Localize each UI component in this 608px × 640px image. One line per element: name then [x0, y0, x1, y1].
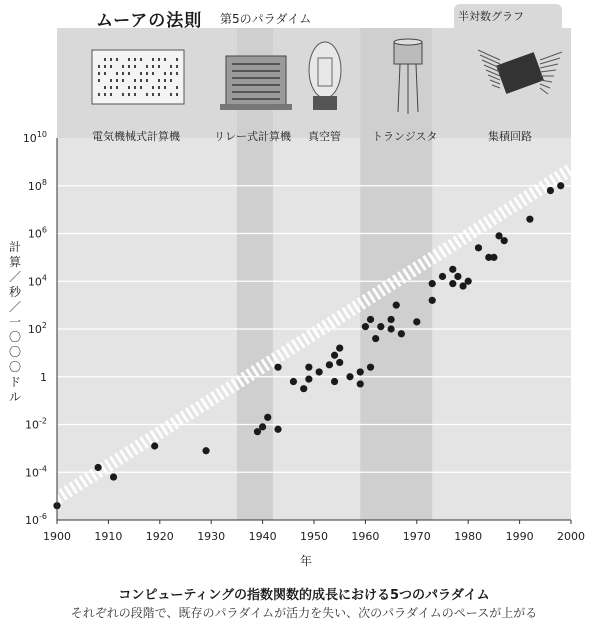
y-tick-label: $10^{-4}$: [25, 464, 47, 480]
data-point: [547, 187, 554, 194]
paradigm-label-vacuum-tube: 真空管: [308, 130, 341, 143]
vacuum-tube-icon: [309, 42, 341, 110]
data-point: [151, 442, 158, 449]
data-point: [501, 237, 508, 244]
data-point: [305, 376, 312, 383]
y-tick-label: $10^4$: [27, 273, 47, 289]
data-point: [290, 378, 297, 385]
chart-subtitle: 第5のパラダイム: [220, 12, 312, 26]
data-point: [475, 244, 482, 251]
relay-icon: [220, 56, 292, 110]
data-point: [398, 330, 405, 337]
y-tick-label: $10^{10}$: [22, 130, 47, 145]
chart-title: ムーアの法則: [96, 11, 203, 31]
y-tick-label: $10^{-2}$: [25, 416, 47, 432]
caption-title: コンピューティングの指数関数的成長における5つのパラダイム: [118, 588, 490, 603]
x-tick-label: 2000: [557, 530, 585, 543]
x-tick-label: 1930: [197, 530, 226, 543]
data-point: [202, 447, 209, 454]
data-point: [367, 364, 374, 371]
data-point: [300, 385, 307, 392]
data-point: [259, 423, 266, 430]
data-point: [305, 364, 312, 371]
data-point: [110, 473, 117, 480]
punch-card-icon: [92, 50, 184, 104]
y-tick-label: $10^2$: [27, 321, 47, 336]
x-tick-label: 1900: [43, 530, 71, 543]
data-point: [357, 380, 364, 387]
data-point: [264, 414, 271, 421]
data-point: [449, 266, 456, 273]
paradigm-label-electromechanical: 電気機械式計算機: [92, 130, 180, 143]
x-tick-label: 1980: [454, 530, 483, 543]
x-tick-label: 1960: [351, 530, 380, 543]
paradigm-band: [360, 28, 432, 520]
x-tick-label: 1920: [145, 530, 174, 543]
y-axis-label: 計算／秒／一〇〇〇ドル: [8, 240, 21, 404]
data-point: [377, 323, 384, 330]
data-point: [367, 316, 374, 323]
data-point: [557, 182, 564, 189]
x-tick-label: 1910: [94, 530, 123, 543]
data-point: [393, 302, 400, 309]
paradigm-label-relay: リレー式計算機: [214, 130, 291, 143]
data-point: [346, 373, 353, 380]
data-point: [429, 297, 436, 304]
data-point: [331, 352, 338, 359]
data-point: [326, 361, 333, 368]
scale-type-label: 半対数グラフ: [458, 10, 524, 23]
data-point: [454, 273, 461, 280]
x-tick-label: 1990: [505, 530, 534, 543]
y-tick-label: $10^6$: [27, 225, 47, 241]
data-point: [388, 325, 395, 332]
data-point: [526, 216, 533, 223]
y-tick-label: 1: [40, 370, 47, 384]
data-point: [357, 368, 364, 375]
data-point: [372, 335, 379, 342]
y-tick-label: $10^{-6}$: [25, 512, 47, 527]
caption-subtitle: それぞれの段階で、既存のパラダイムが活力を失い、次のパラダイムのペースが上がる: [70, 606, 538, 620]
data-point: [274, 426, 281, 433]
y-tick-label: $10^8$: [27, 177, 47, 193]
paradigm-label-integrated-circuit: 集積回路: [488, 130, 532, 143]
data-point: [336, 345, 343, 352]
data-point: [362, 323, 369, 330]
data-point: [95, 464, 102, 471]
data-point: [413, 318, 420, 325]
data-point: [449, 280, 456, 287]
data-point: [336, 359, 343, 366]
x-axis-label: 年: [300, 554, 313, 568]
data-point: [331, 378, 338, 385]
data-point: [388, 316, 395, 323]
x-tick-label: 1940: [248, 530, 277, 543]
data-point: [465, 278, 472, 285]
x-tick-label: 1950: [300, 530, 328, 543]
data-point: [490, 254, 497, 261]
paradigm-label-transistor: トランジスタ: [372, 130, 438, 143]
data-point: [274, 364, 281, 371]
x-tick-label: 1970: [402, 530, 431, 543]
data-point: [316, 368, 323, 375]
data-point: [439, 273, 446, 280]
data-point: [429, 280, 436, 287]
